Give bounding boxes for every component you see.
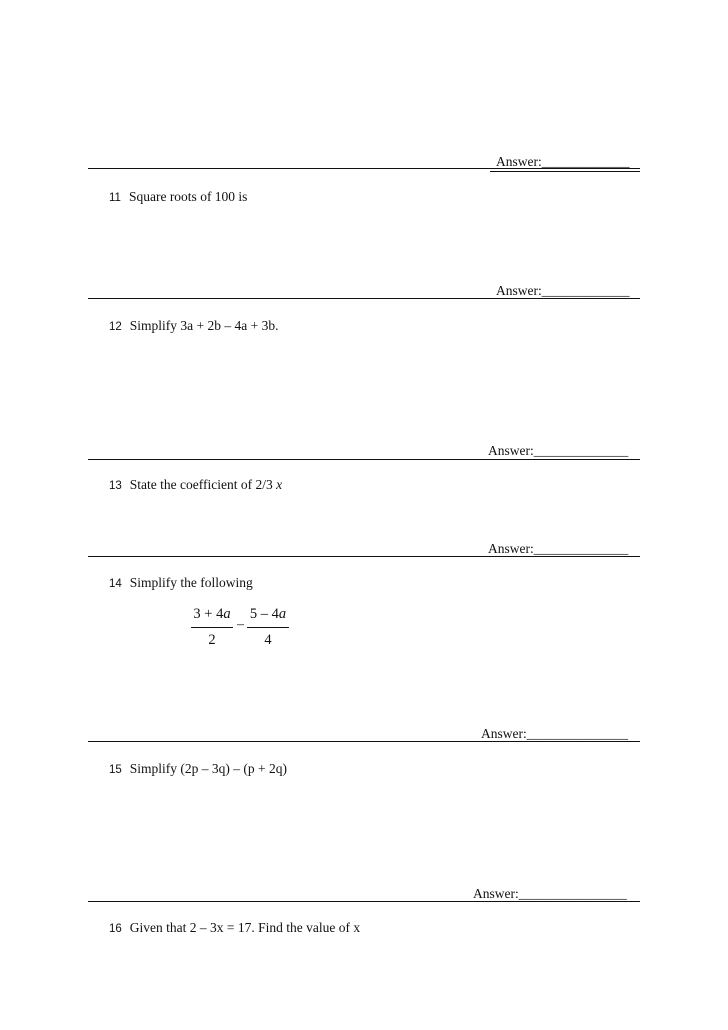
question-number: 12 <box>109 321 122 333</box>
answer-label: Answer: <box>496 283 542 298</box>
answer-label: Answer: <box>481 726 527 741</box>
question-number: 13 <box>109 480 122 492</box>
question-number: 14 <box>109 578 122 590</box>
answer-line-0 <box>496 155 630 169</box>
question-11 <box>109 190 247 205</box>
separator-rule <box>88 168 640 169</box>
answer-label: Answer: <box>496 154 542 169</box>
fraction-left-numerator: 3 + 4a <box>191 607 233 628</box>
question-15 <box>109 762 287 777</box>
answer-blank[interactable]: _____________ <box>541 154 630 169</box>
minus-operator: – <box>237 617 244 632</box>
question-16 <box>109 921 360 936</box>
answer-blank[interactable]: ______________ <box>533 541 629 556</box>
question-number: 11 <box>109 192 121 204</box>
separator-rule <box>88 901 640 902</box>
question-text: Given that 2 – 3x = 17. Find the value of x <box>129 920 361 935</box>
answer-label: Answer: <box>473 886 519 901</box>
answer-line-12 <box>488 444 628 458</box>
question-text: State the coefficient of 2/3 <box>129 477 277 492</box>
answer-label: Answer: <box>488 443 534 458</box>
separator-rule <box>88 741 640 742</box>
answer-line-14 <box>481 727 628 741</box>
question-text: Simplify 3a + 2b – 4a + 3b. <box>129 318 279 333</box>
separator-rule <box>88 556 640 557</box>
separator-rule <box>88 298 640 299</box>
fraction-right-numerator: 5 – 4a <box>247 607 289 628</box>
question-14 <box>109 576 253 591</box>
answer-blank[interactable]: ______________ <box>533 443 629 458</box>
fraction-left <box>191 607 233 647</box>
question-text: Simplify (2p – 3q) – (p + 2q) <box>129 761 288 776</box>
question-text: Square roots of 100 is <box>128 189 248 204</box>
fraction-right <box>247 607 289 647</box>
answer-label: Answer: <box>488 541 534 556</box>
separator-rule <box>88 459 640 460</box>
answer-line-11 <box>496 284 630 298</box>
fraction-right-denominator: 4 <box>264 631 272 648</box>
question-12 <box>109 319 279 334</box>
answer-line-13 <box>488 542 628 556</box>
question-number: 15 <box>109 764 122 776</box>
answer-line-15 <box>473 887 627 901</box>
fraction-left-denominator: 2 <box>208 631 216 648</box>
question-text: Simplify the following <box>129 575 253 590</box>
answer-blank[interactable]: _____________ <box>541 283 630 298</box>
answer-blank[interactable]: _______________ <box>526 726 628 741</box>
question-number: 16 <box>109 923 122 935</box>
answer-blank[interactable]: ________________ <box>518 886 627 901</box>
question-13 <box>109 478 282 493</box>
question-variable: x <box>276 477 283 492</box>
